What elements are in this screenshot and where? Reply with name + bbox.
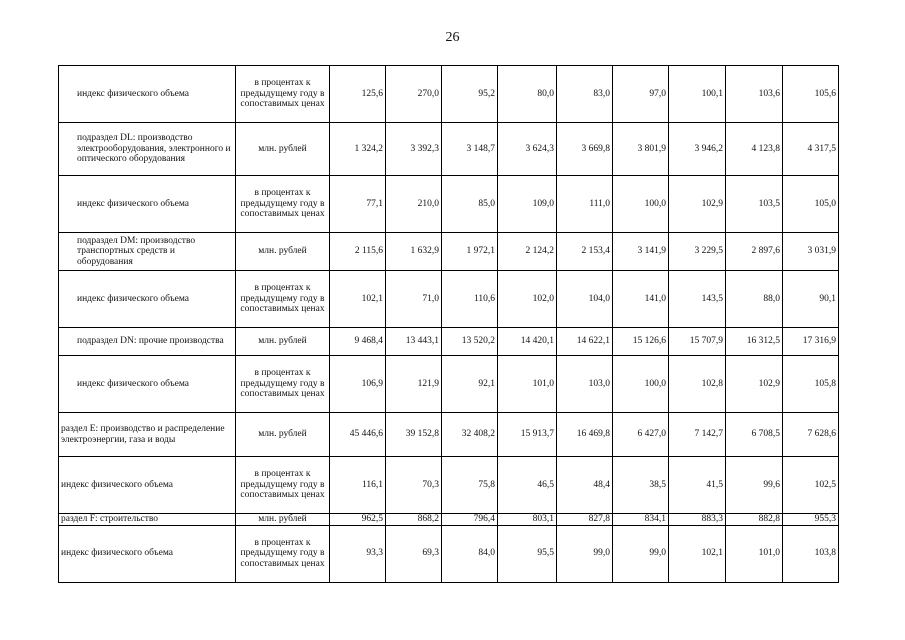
value-cell: 103,6 — [726, 66, 783, 123]
value-cell: 99,0 — [557, 525, 613, 582]
value-cell: 121,9 — [386, 356, 442, 413]
table-row — [59, 356, 839, 413]
value-cell: 210,0 — [386, 176, 442, 233]
value-cell: 95,5 — [498, 525, 557, 582]
row-label: раздел E: производство и распределение электроэнергии, газа и воды — [59, 413, 236, 457]
value-cell: 103,5 — [726, 176, 783, 233]
value-cell: 77,1 — [330, 176, 386, 233]
value-cell: 14 622,1 — [557, 328, 613, 356]
value-cell: 868,2 — [386, 514, 442, 526]
unit-cell: млн. рублей — [236, 328, 330, 356]
value-cell: 3 669,8 — [557, 123, 613, 176]
value-cell: 32 408,2 — [442, 413, 498, 457]
value-cell: 2 115,6 — [330, 233, 386, 271]
value-cell: 69,3 — [386, 525, 442, 582]
value-cell: 99,6 — [726, 457, 783, 514]
value-cell: 103,0 — [557, 356, 613, 413]
value-cell: 883,3 — [669, 514, 726, 526]
value-cell: 92,1 — [442, 356, 498, 413]
value-cell: 102,9 — [726, 356, 783, 413]
value-cell: 100,0 — [613, 356, 669, 413]
unit-cell: в процентах к предыдущему году в сопоставимых ценах — [236, 356, 330, 413]
row-label: раздел F: строительство — [59, 514, 236, 526]
unit-cell: в процентах к предыдущему году в сопоставимых ценах — [236, 176, 330, 233]
value-cell: 39 152,8 — [386, 413, 442, 457]
value-cell: 104,0 — [557, 271, 613, 328]
value-cell: 70,3 — [386, 457, 442, 514]
value-cell: 48,4 — [557, 457, 613, 514]
value-cell: 955,3 — [783, 514, 839, 526]
unit-cell: млн. рублей — [236, 233, 330, 271]
table-row — [59, 233, 839, 271]
value-cell: 3 031,9 — [783, 233, 839, 271]
value-cell: 100,1 — [669, 66, 726, 123]
unit-cell: в процентах к предыдущему году в сопоставимых ценах — [236, 525, 330, 582]
value-cell: 3 148,7 — [442, 123, 498, 176]
value-cell: 111,0 — [557, 176, 613, 233]
value-cell: 102,8 — [669, 356, 726, 413]
value-cell: 102,1 — [669, 525, 726, 582]
value-cell: 105,8 — [783, 356, 839, 413]
value-cell: 105,6 — [783, 66, 839, 123]
statistics-table — [58, 65, 839, 583]
value-cell: 3 392,3 — [386, 123, 442, 176]
table-row — [59, 328, 839, 356]
page-number: 26 — [445, 30, 460, 45]
value-cell: 3 801,9 — [613, 123, 669, 176]
row-label: индекс физического объема — [59, 356, 236, 413]
value-cell: 105,0 — [783, 176, 839, 233]
value-cell: 9 468,4 — [330, 328, 386, 356]
value-cell: 16 312,5 — [726, 328, 783, 356]
value-cell: 99,0 — [613, 525, 669, 582]
value-cell: 141,0 — [613, 271, 669, 328]
unit-cell: млн. рублей — [236, 514, 330, 526]
value-cell: 116,1 — [330, 457, 386, 514]
value-cell: 102,0 — [498, 271, 557, 328]
value-cell: 101,0 — [726, 525, 783, 582]
row-label: индекс физического объема — [59, 176, 236, 233]
value-cell: 88,0 — [726, 271, 783, 328]
unit-cell: млн. рублей — [236, 123, 330, 176]
value-cell: 125,6 — [330, 66, 386, 123]
value-cell: 101,0 — [498, 356, 557, 413]
value-cell: 3 946,2 — [669, 123, 726, 176]
table-row — [59, 66, 839, 123]
value-cell: 4 123,8 — [726, 123, 783, 176]
value-cell: 827,8 — [557, 514, 613, 526]
row-label: подраздел DL: производство электрооборудования, электронного и оптического оборудования — [59, 123, 236, 176]
value-cell: 3 229,5 — [669, 233, 726, 271]
value-cell: 41,5 — [669, 457, 726, 514]
value-cell: 71,0 — [386, 271, 442, 328]
value-cell: 7 628,6 — [783, 413, 839, 457]
value-cell: 270,0 — [386, 66, 442, 123]
value-cell: 2 897,6 — [726, 233, 783, 271]
value-cell: 1 972,1 — [442, 233, 498, 271]
value-cell: 100,0 — [613, 176, 669, 233]
value-cell: 15 913,7 — [498, 413, 557, 457]
value-cell: 6 427,0 — [613, 413, 669, 457]
value-cell: 1 632,9 — [386, 233, 442, 271]
value-cell: 83,0 — [557, 66, 613, 123]
value-cell: 97,0 — [613, 66, 669, 123]
row-label: индекс физического объема — [59, 525, 236, 582]
value-cell: 13 520,2 — [442, 328, 498, 356]
value-cell: 803,1 — [498, 514, 557, 526]
value-cell: 80,0 — [498, 66, 557, 123]
value-cell: 4 317,5 — [783, 123, 839, 176]
value-cell: 95,2 — [442, 66, 498, 123]
value-cell: 75,8 — [442, 457, 498, 514]
table-row — [59, 176, 839, 233]
value-cell: 109,0 — [498, 176, 557, 233]
unit-cell: млн. рублей — [236, 413, 330, 457]
value-cell: 90,1 — [783, 271, 839, 328]
value-cell: 1 324,2 — [330, 123, 386, 176]
table-row — [59, 514, 839, 526]
value-cell: 143,5 — [669, 271, 726, 328]
value-cell: 15 126,6 — [613, 328, 669, 356]
value-cell: 7 142,7 — [669, 413, 726, 457]
value-cell: 102,1 — [330, 271, 386, 328]
row-label: индекс физического объема — [59, 66, 236, 123]
value-cell: 103,8 — [783, 525, 839, 582]
value-cell: 2 124,2 — [498, 233, 557, 271]
row-label: индекс физического объема — [59, 457, 236, 514]
value-cell: 834,1 — [613, 514, 669, 526]
row-label: подраздел DM: производство транспортных средств и оборудования — [59, 233, 236, 271]
value-cell: 102,9 — [669, 176, 726, 233]
value-cell: 110,6 — [442, 271, 498, 328]
table-row — [59, 413, 839, 457]
value-cell: 16 469,8 — [557, 413, 613, 457]
value-cell: 6 708,5 — [726, 413, 783, 457]
unit-cell: в процентах к предыдущему году в сопоставимых ценах — [236, 66, 330, 123]
value-cell: 882,8 — [726, 514, 783, 526]
table-row — [59, 457, 839, 514]
value-cell: 15 707,9 — [669, 328, 726, 356]
value-cell: 85,0 — [442, 176, 498, 233]
value-cell: 2 153,4 — [557, 233, 613, 271]
unit-cell: в процентах к предыдущему году в сопоставимых ценах — [236, 457, 330, 514]
value-cell: 17 316,9 — [783, 328, 839, 356]
row-label: индекс физического объема — [59, 271, 236, 328]
value-cell: 14 420,1 — [498, 328, 557, 356]
table-row — [59, 271, 839, 328]
value-cell: 102,5 — [783, 457, 839, 514]
value-cell: 13 443,1 — [386, 328, 442, 356]
unit-cell: в процентах к предыдущему году в сопоставимых ценах — [236, 271, 330, 328]
value-cell: 106,9 — [330, 356, 386, 413]
row-label: подраздел DN: прочие производства — [59, 328, 236, 356]
table-row — [59, 123, 839, 176]
value-cell: 3 141,9 — [613, 233, 669, 271]
value-cell: 84,0 — [442, 525, 498, 582]
value-cell: 3 624,3 — [498, 123, 557, 176]
value-cell: 796,4 — [442, 514, 498, 526]
value-cell: 38,5 — [613, 457, 669, 514]
table-row — [59, 525, 839, 582]
value-cell: 45 446,6 — [330, 413, 386, 457]
value-cell: 962,5 — [330, 514, 386, 526]
value-cell: 93,3 — [330, 525, 386, 582]
value-cell: 46,5 — [498, 457, 557, 514]
